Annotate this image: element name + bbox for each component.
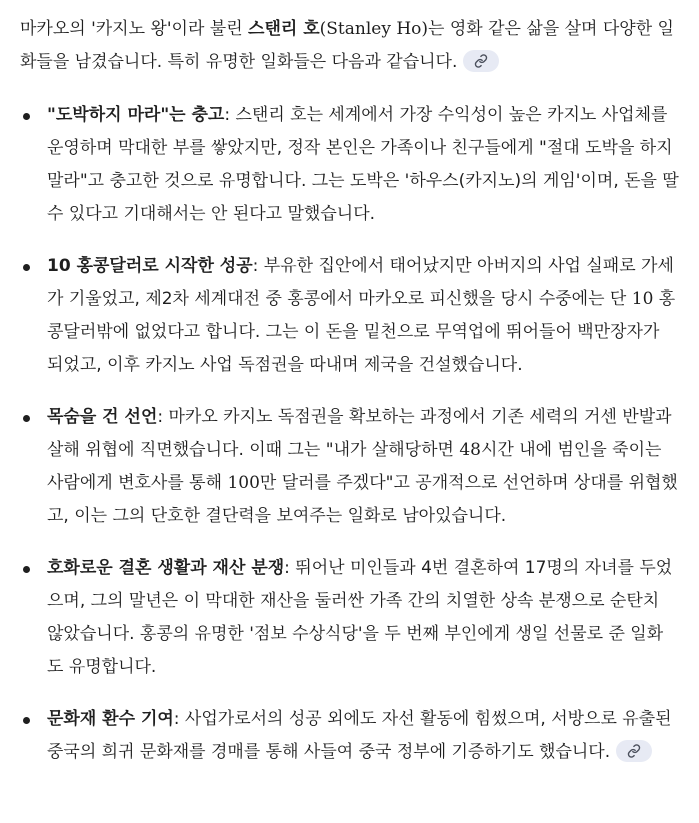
bullet-marker [23, 415, 30, 422]
link-icon [474, 54, 488, 68]
list-item-title: "도박하지 마라"는 충고 [47, 105, 225, 125]
list-item-body: : 뛰어난 미인들과 4번 결혼하여 17명의 자녀를 두었으며, 그의 말년은 이 막대한 재산을 둘러싼 가족 간의 치열한 상속 분쟁으로 순탄치 않았습니다. 홍콩의 유명한 '점보 수상식당'을 두 번째 부인에게 생일 선물로 준 일화도 유명합니다. [47, 558, 673, 677]
anecdote-list [20, 99, 679, 769]
intro-text: 마카오의 '카지노 왕'이라 불린 [20, 19, 249, 39]
list-item-hours: 48 [459, 440, 481, 460]
list-item-body: : 부유한 집안에서 태어났지만 아버지의 사업 실패로 가세가 기울었고, 제2차 세계대전 중 홍콩에서 마카오로 피신했을 당시 수중에는 단 [47, 256, 674, 309]
list-item [20, 401, 679, 533]
intro-paragraph [20, 13, 679, 79]
list-item-body: : 마카오 카지노 독점권을 확보하는 과정에서 기존 세력의 거센 반발과 살해 위협에 직면했습니다. 이때 그는 "내가 살해당하면 [47, 407, 672, 460]
list-item [20, 552, 679, 684]
list-item-body-continued: 홍콩달러밖에 없었다고 합니다. 그는 이 돈을 밑천으로 무역업에 뛰어들어 백만장자가 되었고, 이후 카지노 사업 독점권을 따내며 제국을 건설했습니다. [47, 289, 676, 375]
list-item-title: 10 홍콩달러로 시작한 성공 [47, 256, 253, 276]
intro-name: 스탠리 호 [248, 19, 320, 39]
bullet-marker [23, 264, 30, 271]
list-item [20, 703, 679, 769]
list-item-body-continued: 시간 내에 범인을 죽이는 사람에게 변호사를 통해 [47, 440, 662, 493]
intro-english-name: (Stanley Ho) [319, 19, 429, 39]
bullet-marker [23, 566, 30, 573]
link-icon [627, 744, 641, 758]
list-item-body: : 사업가로서의 성공 외에도 자선 활동에 힘썼으며, 서방으로 유출된 중국의 희귀 문화재를 경매를 통해 사들여 중국 정부에 기증하기도 했습니다. [47, 709, 672, 762]
list-item-amount: 10 [631, 289, 654, 309]
list-item-body-end: 만 달러를 주겠다"고 공개적으로 선언하며 상대를 위협했고, 이는 그의 단호한 결단력을 보여주는 일화로 남아있습니다. [47, 473, 678, 526]
source-link-chip[interactable] [616, 740, 652, 762]
list-item-title: 호화로운 결혼 생활과 재산 분쟁 [47, 558, 285, 578]
bullet-marker [23, 717, 30, 724]
list-item-title: 문화재 환수 기여 [47, 709, 174, 729]
intro-text-continued: 는 영화 같은 삶을 살며 다양한 일화들을 남겼습니다. 특히 유명한 일화들은 다음과 같습니다. [20, 19, 674, 72]
list-item [20, 250, 679, 382]
list-item [20, 99, 679, 231]
list-item-amount: 100 [227, 473, 260, 493]
list-item-title: 목숨을 건 선언 [47, 407, 158, 427]
list-item-body: : 스탠리 호는 세계에서 가장 수익성이 높은 카지노 사업체를 운영하며 막대한 부를 쌓았지만, 정작 본인은 가족이나 친구들에게 "절대 도박을 하지 말라"고 충고한 것으로 유명합니다. 그는 도박은 '하우스(카지노)의 게임'이며, 돈을 딸 수 있다고 기대해서는 안 된다고 말했습니다. [47, 105, 679, 224]
bullet-marker [23, 113, 30, 120]
source-link-chip[interactable] [463, 50, 499, 72]
